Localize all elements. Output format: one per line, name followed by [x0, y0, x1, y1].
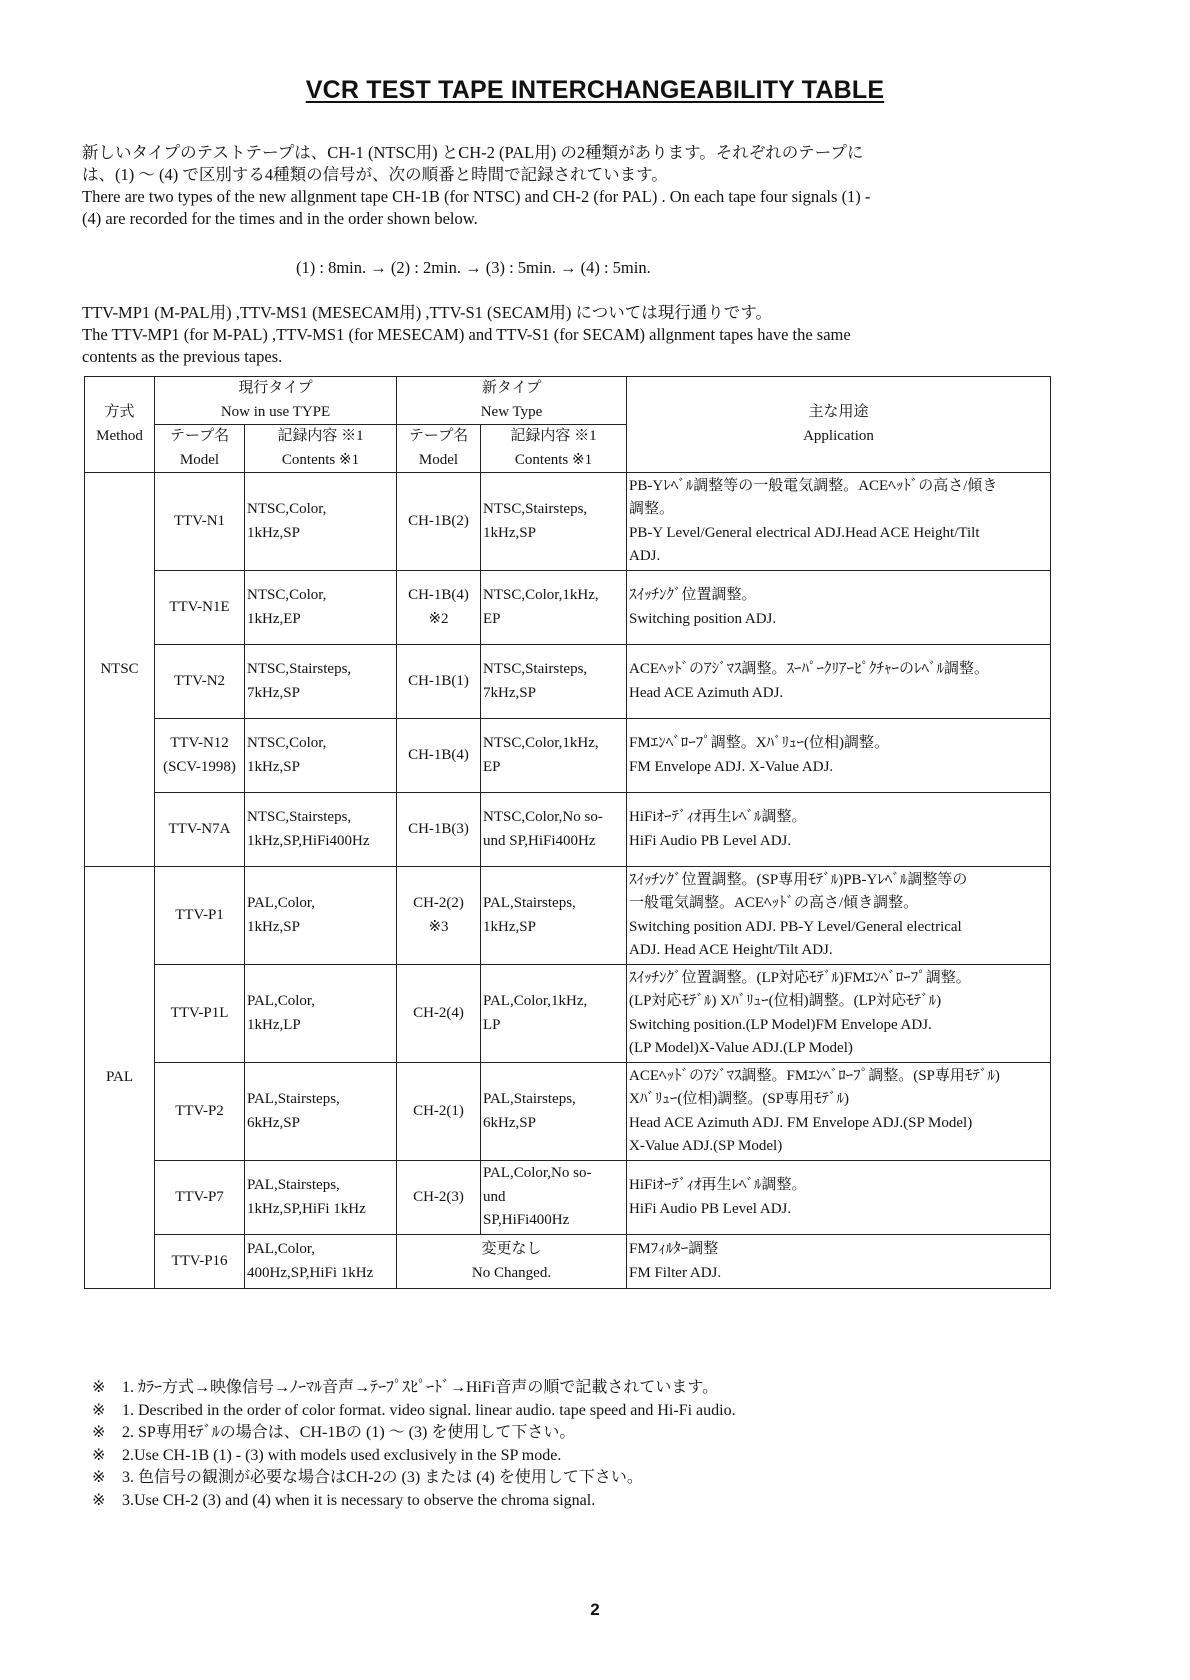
- footnote: [92, 1422, 1052, 1445]
- method-header-en: Method: [96, 427, 143, 444]
- current-contents-cell: NTSC,Stairsteps, 1kHz,SP,HiFi400Hz: [245, 793, 397, 867]
- note-mark: ※: [92, 1401, 106, 1419]
- current-contents-en: Contents ※1: [281, 451, 360, 468]
- other-tapes-paragraph: [82, 302, 1042, 368]
- new-model-cell: CH-1B(4): [397, 719, 481, 793]
- current-contents-cell: NTSC,Stairsteps, 7kHz,SP: [245, 645, 397, 719]
- table-row: [85, 867, 1051, 965]
- current-model-cell: TTV-P1L: [155, 965, 245, 1063]
- footnote: [92, 1400, 1052, 1423]
- new-contents-en: Contents ※1: [514, 451, 593, 468]
- other-tapes-jp: TTV-MP1 (M-PAL用) ,TTV-MS1 (MESECAM用) ,TTV-S1 (SECAM用) については現行通りです。: [82, 303, 772, 322]
- current-model-header: [155, 425, 245, 473]
- new-model-en: Model: [418, 451, 459, 468]
- table-row: [85, 793, 1051, 867]
- current-contents-cell: PAL,Stairsteps, 1kHz,SP,HiFi 1kHz: [245, 1161, 397, 1235]
- new-contents-cell: NTSC,Stairsteps, 1kHz,SP: [481, 473, 627, 571]
- new-contents-header: [481, 425, 627, 473]
- current-contents-cell: NTSC,Color, 1kHz,EP: [245, 571, 397, 645]
- intro-en-line-2: (4) are recorded for the times and in the order shown below.: [82, 209, 478, 228]
- note-mark: ※: [92, 1491, 106, 1509]
- application-cell: ｽｲｯﾁﾝｸﾞ位置調整。(LP対応ﾓﾃﾞﾙ)FMｴﾝﾍﾞﾛｰﾌﾟ調整。 (LP対応ﾓﾃﾞﾙ) Xﾊﾞﾘｭｰ(位相)調整。(LP対応ﾓﾃﾞﾙ) Switching position.(LP Model)FM Envelope ADJ. (LP Model)X-Value ADJ.(LP Model): [627, 965, 1051, 1063]
- current-contents-cell: PAL,Stairsteps, 6kHz,SP: [245, 1063, 397, 1161]
- new-contents-jp: 記録内容 ※1: [510, 428, 597, 444]
- application-cell: FMﾌｨﾙﾀｰ調整 FM Filter ADJ.: [627, 1235, 1051, 1289]
- current-model-cell: TTV-P2: [155, 1063, 245, 1161]
- intro-jp-line-2: は、(1) ～ (4) で区別する4種類の信号が、次の順番と時間で記録されています。: [82, 165, 668, 184]
- header-row-1: [85, 377, 1051, 425]
- signal-sequence: (1) : 8min. → (2) : 2min. → (3) : 5min. → (4) : 5min.: [296, 258, 651, 277]
- note-text: 3.Use CH-2 (3) and (4) when it is necessary to observe the chroma signal.: [122, 1491, 596, 1509]
- footnote: [92, 1467, 1052, 1490]
- document-title: VCR TEST TAPE INTERCHANGEABILITY TABLE: [305, 76, 885, 104]
- intro-paragraph: [82, 142, 1042, 230]
- interchangeability-table: [84, 376, 1051, 1289]
- current-type-jp: 現行タイプ: [238, 380, 313, 396]
- table-row: [85, 1161, 1051, 1235]
- application-cell: FMｴﾝﾍﾞﾛｰﾌﾟ調整。Xﾊﾞﾘｭｰ(位相)調整。 FM Envelope ADJ. X-Value ADJ.: [627, 719, 1051, 793]
- current-model-cell: TTV-P7: [155, 1161, 245, 1235]
- new-model-cell: CH-2(1): [397, 1063, 481, 1161]
- note-mark: ※: [92, 1424, 106, 1441]
- new-contents-cell: NTSC,Stairsteps, 7kHz,SP: [481, 645, 627, 719]
- new-model-header: [397, 425, 481, 473]
- method-header-jp: 方式: [104, 404, 135, 420]
- application-cell: ACEﾍｯﾄﾞのｱｼﾞﾏｽ調整。ｽｰﾊﾟｰｸﾘｱｰﾋﾟｸﾁｬｰのﾚﾍﾞﾙ調整。 Head ACE Azimuth ADJ.: [627, 645, 1051, 719]
- current-model-en: Model: [179, 451, 220, 468]
- application-cell: ｽｲｯﾁﾝｸﾞ位置調整。 Switching position ADJ.: [627, 571, 1051, 645]
- new-model-cell: CH-1B(1): [397, 645, 481, 719]
- current-model-jp: テープ名: [169, 428, 230, 444]
- current-model-cell: TTV-N1: [155, 473, 245, 571]
- new-type-header: [397, 377, 627, 425]
- application-cell: ACEﾍｯﾄﾞのｱｼﾞﾏｽ調整。FMｴﾝﾍﾞﾛｰﾌﾟ調整。(SP専用ﾓﾃﾞﾙ) Xﾊﾞﾘｭｰ(位相)調整。(SP専用ﾓﾃﾞﾙ) Head ACE Azimuth ADJ. FM Envelope ADJ.(SP Model) X-Value ADJ.(SP Model): [627, 1063, 1051, 1161]
- table-body: [85, 377, 1051, 1289]
- new-model-cell: CH-2(2) ※3: [397, 867, 481, 965]
- new-model-jp: テープ名: [408, 428, 469, 444]
- current-contents-cell: PAL,Color, 1kHz,SP: [245, 867, 397, 965]
- note-text: 3. 色信号の観測が必要な場合はCH-2の (3) または (4) を使用して下さい。: [122, 1469, 643, 1486]
- application-cell: PB-Yﾚﾍﾞﾙ調整等の一般電気調整。ACEﾍｯﾄﾞの高さ/傾き 調整。 PB-Y Level/General electrical ADJ.Head ACE Height/Tilt ADJ.: [627, 473, 1051, 571]
- new-model-cell: CH-1B(2): [397, 473, 481, 571]
- method-header: [85, 377, 155, 473]
- table-row: [85, 645, 1051, 719]
- current-model-cell: TTV-N12 (SCV-1998): [155, 719, 245, 793]
- current-contents-cell: PAL,Color, 1kHz,LP: [245, 965, 397, 1063]
- note-text: 2. SP専用ﾓﾃﾞﾙの場合は、CH-1Bの (1) ～ (3) を使用して下さい。: [122, 1424, 576, 1441]
- table-row: [85, 571, 1051, 645]
- current-model-cell: TTV-P1: [155, 867, 245, 965]
- new-model-cell: CH-2(4): [397, 965, 481, 1063]
- footnote: [92, 1377, 1052, 1400]
- application-cell: HiFiｵｰﾃﾞｨｵ再生ﾚﾍﾞﾙ調整。 HiFi Audio PB Level ADJ.: [627, 793, 1051, 867]
- current-contents-jp: 記録内容 ※1: [277, 428, 364, 444]
- table-row: [85, 473, 1051, 571]
- current-model-cell: TTV-P16: [155, 1235, 245, 1289]
- method-cell: NTSC: [85, 473, 155, 867]
- other-tapes-en-line-2: contents as the previous tapes.: [82, 347, 283, 366]
- footnote: [92, 1490, 1052, 1513]
- new-contents-cell: NTSC,Color,No so- und SP,HiFi400Hz: [481, 793, 627, 867]
- current-contents-cell: PAL,Color, 400Hz,SP,HiFi 1kHz: [245, 1235, 397, 1289]
- note-text: 1. Described in the order of color format. video signal. linear audio. tape speed and Hi-Fi audio.: [122, 1401, 736, 1419]
- table-row: [85, 1063, 1051, 1161]
- note-mark: ※: [92, 1379, 106, 1396]
- new-contents-cell: PAL,Stairsteps, 6kHz,SP: [481, 1063, 627, 1161]
- intro-en-line-1: There are two types of the new allgnment tape CH-1B (for NTSC) and CH-2 (for PAL) . On each tape four signals (1) -: [82, 187, 871, 206]
- table-row: [85, 719, 1051, 793]
- current-type-en: Now in use TYPE: [220, 403, 331, 420]
- current-contents-header: [245, 425, 397, 473]
- current-model-cell: TTV-N2: [155, 645, 245, 719]
- new-type-jp: 新タイプ: [481, 380, 542, 396]
- note-text: 2.Use CH-1B (1) - (3) with models used exclusively in the SP mode.: [122, 1446, 562, 1464]
- new-contents-cell: PAL,Stairsteps, 1kHz,SP: [481, 867, 627, 965]
- current-model-cell: TTV-N1E: [155, 571, 245, 645]
- current-contents-cell: NTSC,Color, 1kHz,SP: [245, 473, 397, 571]
- application-header: [627, 377, 1051, 473]
- application-header-jp: 主な用途: [808, 404, 869, 420]
- new-model-cell: CH-2(3): [397, 1161, 481, 1235]
- page-number: 2: [590, 1600, 600, 1619]
- method-cell: PAL: [85, 867, 155, 1289]
- intro-jp-line-1: 新しいタイプのテストテープは、CH-1 (NTSC用) とCH-2 (PAL用) の2種類があります。それぞれのテープに: [82, 143, 864, 162]
- application-header-en: Application: [803, 427, 874, 444]
- current-model-cell: TTV-N7A: [155, 793, 245, 867]
- new-contents-cell: NTSC,Color,1kHz, EP: [481, 719, 627, 793]
- new-model-cell: CH-1B(3): [397, 793, 481, 867]
- current-contents-cell: NTSC,Color, 1kHz,SP: [245, 719, 397, 793]
- current-type-header: [155, 377, 397, 425]
- note-text: 1. ｶﾗｰ方式→映像信号→ﾉｰﾏﾙ音声→ﾃｰﾌﾟｽﾋﾟｰﾄﾞ→HiFi音声の順で記載されています。: [122, 1379, 719, 1396]
- new-contents-cell: NTSC,Color,1kHz, EP: [481, 571, 627, 645]
- footnote: [92, 1445, 1052, 1468]
- table-row: [85, 965, 1051, 1063]
- application-cell: HiFiｵｰﾃﾞｨｵ再生ﾚﾍﾞﾙ調整。 HiFi Audio PB Level ADJ.: [627, 1161, 1051, 1235]
- note-mark: ※: [92, 1446, 106, 1464]
- new-contents-cell: PAL,Color,1kHz, LP: [481, 965, 627, 1063]
- application-cell: ｽｲｯﾁﾝｸﾞ位置調整。(SP専用ﾓﾃﾞﾙ)PB-Yﾚﾍﾞﾙ調整等の 一般電気調整。ACEﾍｯﾄﾞの高さ/傾き調整。 Switching position ADJ. PB-Y Level/General electrical ADJ. Head ACE Height/Tilt ADJ.: [627, 867, 1051, 965]
- note-mark: ※: [92, 1469, 106, 1486]
- new-contents-cell: PAL,Color,No so- und SP,HiFi400Hz: [481, 1161, 627, 1235]
- new-model-cell: CH-1B(4) ※2: [397, 571, 481, 645]
- footnotes: [92, 1377, 1052, 1512]
- new-type-unchanged-cell: 変更なし No Changed.: [397, 1235, 627, 1289]
- other-tapes-en-line-1: The TTV-MP1 (for M-PAL) ,TTV-MS1 (for MESECAM) and TTV-S1 (for SECAM) allgnment tapes have the same: [82, 325, 851, 344]
- new-type-en: New Type: [480, 403, 543, 420]
- table-row: [85, 1235, 1051, 1289]
